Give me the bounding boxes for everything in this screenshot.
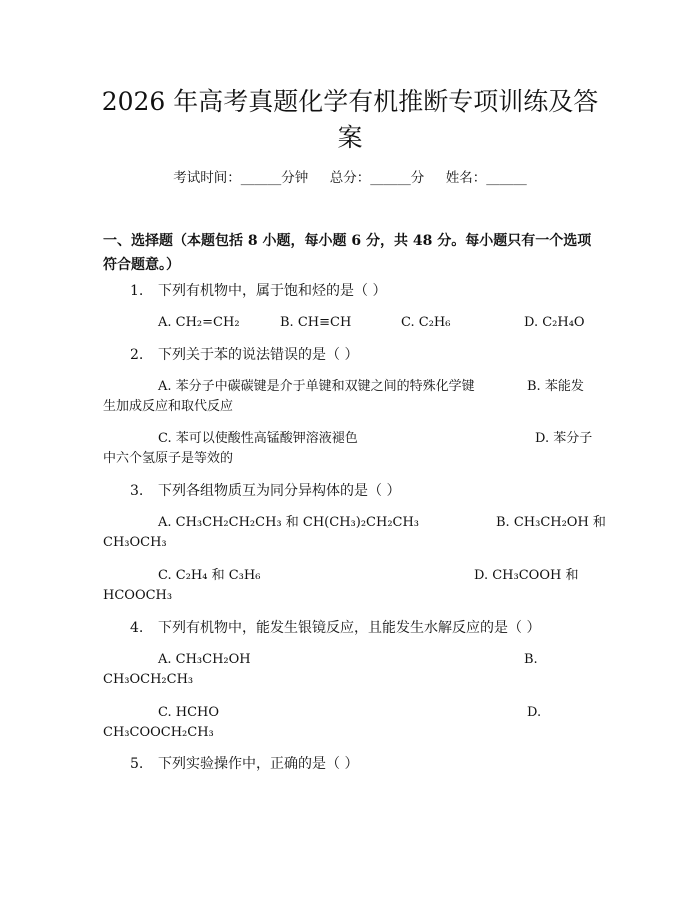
question-number: 1. xyxy=(130,283,144,299)
question-2 xyxy=(130,345,595,365)
question-number: 4. xyxy=(130,620,144,636)
q2-option-b-tail: 生加成反应和取代反应 xyxy=(103,399,234,414)
question-stem: 下列关于苯的说法错误的是（ ） xyxy=(158,347,359,363)
q2-option-d-tail: 中六个氢原子是等效的 xyxy=(103,451,234,466)
q2-option-b-head: B. 苯能发 xyxy=(527,379,584,394)
q4-option-d-head: D. xyxy=(527,705,542,720)
question-number: 3. xyxy=(130,483,144,499)
q4-option-c: C. HCHO xyxy=(158,705,220,720)
q2-option-a: A. 苯分子中碳碳键是介于单键和双键之间的特殊化学键 xyxy=(158,379,475,394)
q1-option-d: D. C₂H₄O xyxy=(524,315,585,330)
q3-option-a: A. CH₃CH₂CH₂CH₃ 和 CH(CH₃)₂CH₂CH₃ xyxy=(158,515,420,530)
section-heading: 一、选择题（本题包括 8 小题，每小题 6 分，共 48 分。每小题只有一个选项符合题意。） xyxy=(103,233,592,273)
q3-option-d-tail: HCOOCH₃ xyxy=(103,588,173,603)
q4-option-d-tail: CH₃COOCH₂CH₃ xyxy=(103,725,214,740)
q3-option-b-head: B. CH₃CH₂OH 和 xyxy=(496,515,606,530)
question-number: 5. xyxy=(130,756,144,772)
q2-option-c: C. 苯可以使酸性高锰酸钾溶液褪色 xyxy=(158,431,358,446)
q3-option-b-tail: CH₃OCH₃ xyxy=(103,535,167,550)
question-stem: 下列实验操作中，正确的是（ ） xyxy=(158,756,359,772)
exam-info-line: 考试时间：______分钟 总分：______分 姓名：______ xyxy=(173,170,527,186)
q1-option-a: A. CH₂=CH₂ xyxy=(158,315,240,330)
q1-option-b: B. CH≡CH xyxy=(280,315,352,330)
question-1 xyxy=(130,281,595,301)
q3-option-c: C. C₂H₄ 和 C₃H₆ xyxy=(158,568,261,583)
document-title: 2026 年高考真题化学有机推断专项训练及答案 xyxy=(101,87,599,152)
question-stem: 下列有机物中，属于饱和烃的是（ ） xyxy=(158,283,387,299)
question-5 xyxy=(130,754,595,774)
question-4 xyxy=(130,618,595,638)
question-stem: 下列各组物质互为同分异构体的是（ ） xyxy=(158,483,401,499)
question-3 xyxy=(130,481,595,501)
question-stem: 下列有机物中，能发生银镜反应，且能发生水解反应的是（ ） xyxy=(158,620,541,636)
q4-option-b-head: B. xyxy=(524,652,538,667)
q1-option-c: C. C₂H₆ xyxy=(401,315,451,330)
q3-option-d-head: D. CH₃COOH 和 xyxy=(474,568,579,583)
q4-option-b-tail: CH₃OCH₂CH₃ xyxy=(103,672,194,687)
q4-option-a: A. CH₃CH₂OH xyxy=(158,652,251,667)
question-number: 2. xyxy=(130,347,144,363)
q2-option-d-head: D. 苯分子 xyxy=(535,431,593,446)
